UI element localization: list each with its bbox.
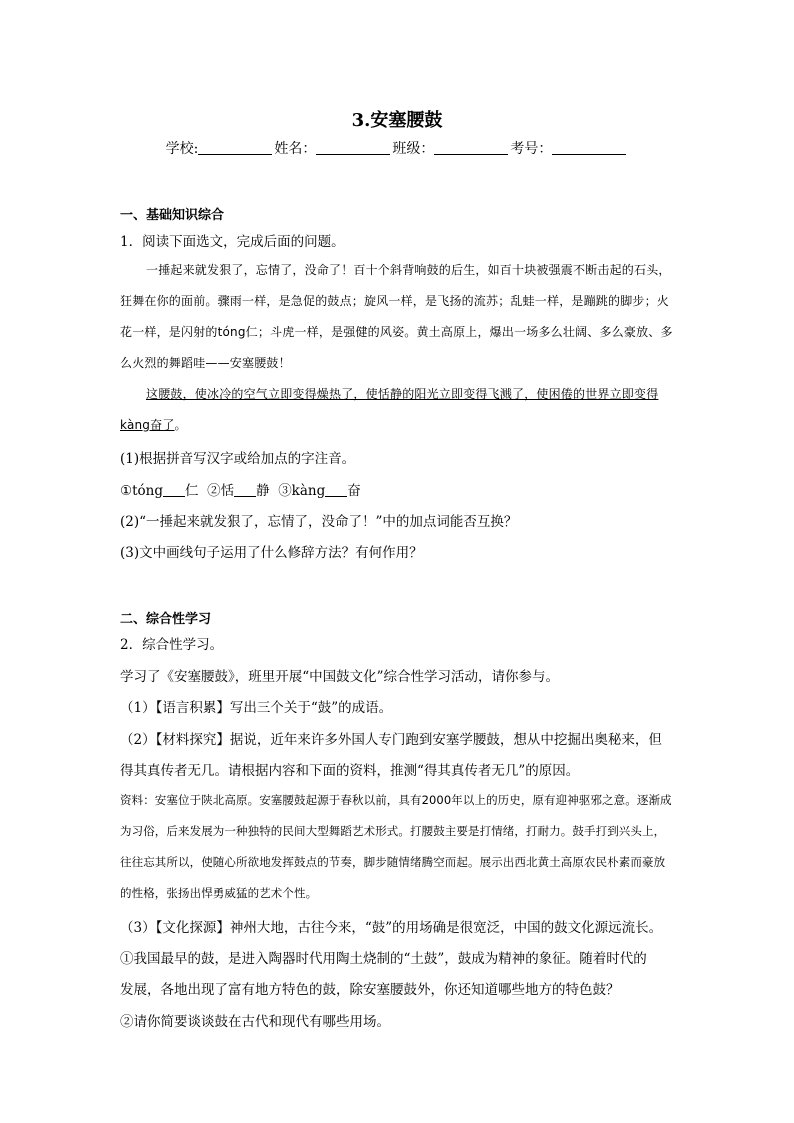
part-3-question-1-line-2: 发展，各地出现了富有地方特色的鼓，除安塞腰鼓外，你还知道哪些地方的特色鼓？ <box>120 982 620 998</box>
subquestion-1-items <box>120 479 684 499</box>
part-3-culture: （3）【文化探源】神州大地，古往今来，“鼓”的用场确是很宽泛，中国的鼓文化源远流长。 <box>120 920 663 936</box>
part-3-question-2: ②请你简要谈谈鼓在古代和现代有哪些用场。 <box>120 1014 390 1030</box>
name-blank[interactable] <box>316 140 390 155</box>
item-b-label: ②恬 <box>207 483 235 499</box>
item-c-tail: 奋 <box>347 483 361 499</box>
reference-material: 资料：安塞位于陕北高原。安塞腰鼓起源于春秋以前，具有2000年以上的历史，原有迎神驱邪之意。逐渐成为习俗，后来发展为一种独特的民间大型舞蹈艺术形式。打腰鼓主要是打情绪，打耐力。鼓手打到兴头上，往往忘其所以，使随心所欲地发挥鼓点的节奏，脚步随情绪腾空而起。展示出西北黄土高原农民朴素而豪放的性格，张扬出悍勇威猛的艺术个性。 <box>120 793 672 900</box>
question-2-stem: 2．综合性学习。 <box>120 637 224 653</box>
activity-intro: 学习了《安塞腰鼓》，班里开展“中国鼓文化”综合性学习活动，请你参与。 <box>120 669 560 685</box>
name-label: 姓名： <box>274 141 317 157</box>
subquestion-3: (3)文中画线句子运用了什么修辞方法？有何作用？ <box>120 545 423 561</box>
item-a-label: ①tóng <box>120 483 163 499</box>
subquestion-2: (2)“一捶起来就发狠了，忘情了，没命了！”中的加点词能否互换？ <box>120 514 518 530</box>
section-heading-comprehensive: 二、综合性学习 <box>120 612 212 627</box>
class-label: 班级： <box>392 141 435 157</box>
class-blank[interactable] <box>434 140 508 155</box>
item-c-blank[interactable] <box>325 484 347 497</box>
part-2-line-1: （2）【材料探究】据说，近年来许多外国人专门跑到安塞学腰鼓，想从中挖掘出奥秘来，但 <box>120 732 662 748</box>
number-label: 考号： <box>510 141 553 157</box>
item-b-blank[interactable] <box>234 484 256 497</box>
item-b-tail: 静 <box>256 483 270 499</box>
passage-p2-end: 。 <box>174 418 187 432</box>
item-c-label: ③kàng <box>278 483 326 499</box>
part-1-language: （1）【语言积累】写出三个关于“鼓”的成语。 <box>120 700 393 716</box>
school-blank[interactable] <box>198 140 272 155</box>
page-title: 3.安塞腰鼓 <box>351 110 443 131</box>
number-blank[interactable] <box>552 140 626 155</box>
part-3-question-1-line-1: ①我国最早的鼓，是进入陶器时代用陶土烧制的“土鼓”，鼓成为精神的象征。随着时代的 <box>120 951 647 967</box>
underlined-sentence: 这腰鼓，使冰冷的空气立即变得燥热了，使恬静的阳光立即变得飞溅了，使困倦的世界立即变得kàng奋了 <box>120 387 659 432</box>
item-a-blank[interactable] <box>163 484 185 497</box>
section-heading-basic: 一、基础知识综合 <box>120 208 225 223</box>
item-a-tail: 仁 <box>185 483 199 499</box>
subquestion-1: (1)根据拼音写汉字或给加点的字注音。 <box>120 451 356 467</box>
reading-passage-p2 <box>120 379 676 441</box>
part-2-line-2: 得其真传者无几。请根据内容和下面的资料，推测“得其真传者无几”的原因。 <box>120 763 580 779</box>
question-1-stem: 1．阅读下面选文，完成后面的问题。 <box>120 234 345 250</box>
reading-passage-p1: 一捶起来就发狠了，忘情了，没命了！百十个斜背响鼓的后生，如百十块被强震不断击起的石头，狂舞在你的面前。骤雨一样，是急促的鼓点；旋风一样，是飞扬的流苏；乱蛙一样，是蹦跳的脚步；火花一样，是闪射的tóng仁；斗虎一样，是强健的风姿。黄土高原上，爆出一场多么壮阔、多么豪放、多么火烈的舞蹈哇——安塞腰鼓！ <box>120 263 673 370</box>
student-info-line <box>0 138 794 158</box>
school-label: 学校: <box>165 141 199 157</box>
